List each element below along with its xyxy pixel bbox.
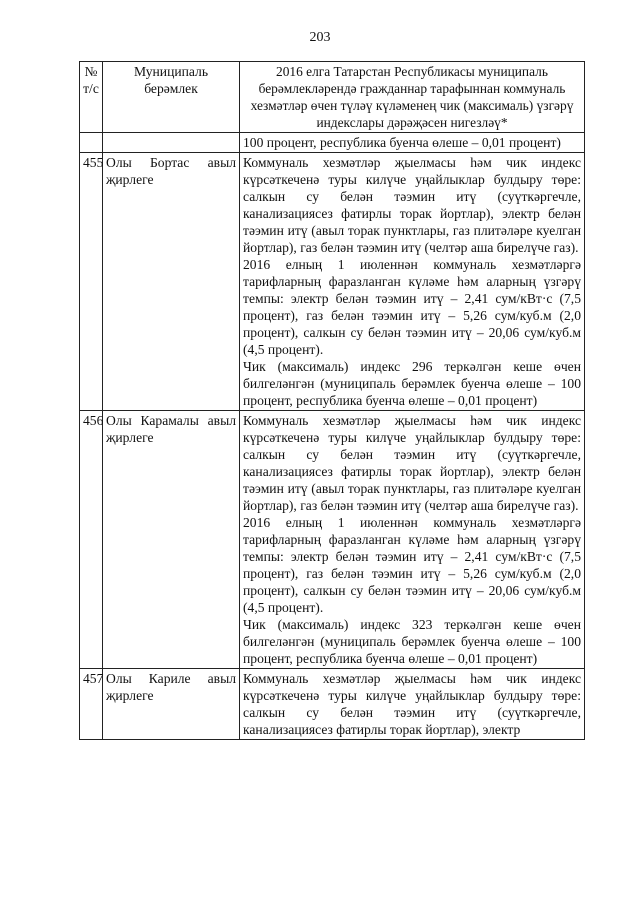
- row-description: [240, 669, 585, 740]
- row-number: 455: [80, 153, 103, 411]
- continuation-num-cell: [80, 133, 103, 153]
- description-paragraph: 2016 елның 1 июленнән коммуналь хезмәтләргә тарифларның фаразланган күләме һәм аларның үзгәрү темпы: электр белән тәэмин итү – 2,41 сум/кВт·с (7,5 процент), газ белән тәэмин итү – 5,26 сум/куб.м (2,0 процент), салкын су белән тәэмин итү – 20,06 сум/куб.м (4,5 процент).: [243, 257, 581, 357]
- header-number: № т/с: [80, 62, 103, 133]
- row-number: 457: [80, 669, 103, 740]
- header-municipality: Муниципаль берәмлек: [103, 62, 240, 133]
- row-municipality: Олы Кариле авыл җирлеге: [103, 669, 240, 740]
- description-paragraph: Коммуналь хезмәтләр җыелмасы һәм чик индекс күрсәткеченә туры килүче уңайлыклар булдыру төре: салкын су белән тәэмин итү (суүткәргечле, канализациясез фатирлы торак йортлар), электр: [243, 671, 581, 737]
- description-paragraph: 2016 елның 1 июленнән коммуналь хезмәтләргә тарифларның фаразланган күләме һәм аларның үзгәрү темпы: электр белән тәэмин итү – 2,41 сум/кВт·с (7,5 процент), газ белән тәэмин итү – 5,26 сум/куб.м (2,0 процент), салкын су белән тәэмин итү – 20,06 сум/куб.м (4,5 процент).: [243, 515, 581, 615]
- description-paragraph: Коммуналь хезмәтләр җыелмасы һәм чик индекс күрсәткеченә туры килүче уңайлыклар булдыру төре: салкын су белән тәэмин итү (суүткәргечле, канализациясез фатирлы торак йортлар), электр белән тәэмин итү (авыл торак пунктлары, газ плитәләре куелган йортлар), газ белән тәэмин итү (челтәр аша бирелүче газ).: [243, 413, 581, 513]
- continuation-text: 100 процент, республика буенча өлеше – 0,01 процент): [240, 133, 585, 153]
- row-description: [240, 411, 585, 669]
- description-paragraph: Коммуналь хезмәтләр җыелмасы һәм чик индекс күрсәткеченә туры килүче уңайлыклар булдыру төре: салкын су белән тәэмин итү (суүткәргечле, канализациясез фатирлы торак йортлар), электр белән тәэмин итү (авыл торак пунктлары, газ плитәләре куелган йортлар), газ белән тәэмин итү (челтәр аша бирелүче газ).: [243, 155, 581, 255]
- row-description: [240, 153, 585, 411]
- table-row: [80, 153, 585, 411]
- table-row: [80, 669, 585, 740]
- description-paragraph: Чик (максималь) индекс 323 теркәлгән кеше өчен билгеләнгән (муниципаль берәмлек буенча өлеше – 100 процент, республика буенча өлеше – 0,01 процент): [243, 617, 581, 666]
- row-municipality: Олы Карамалы авыл җирлеге: [103, 411, 240, 669]
- row-number: 456: [80, 411, 103, 669]
- continuation-municipality-cell: [103, 133, 240, 153]
- row-municipality: Олы Бортас авыл җирлеге: [103, 153, 240, 411]
- tariff-table: [79, 61, 585, 740]
- page-number: 203: [309, 30, 331, 45]
- table-header-row: [80, 62, 585, 133]
- table-row: [80, 411, 585, 669]
- continuation-row: [80, 133, 585, 153]
- description-paragraph: Чик (максималь) индекс 296 теркәлгән кеше өчен билгеләнгән (муниципаль берәмлек буенча өлеше – 100 процент, республика буенча өлеше – 0,01 процент): [243, 359, 581, 408]
- header-description: 2016 елга Татарстан Республикасы муниципаль берәмлекләрендә гражданнар тарафыннан коммуналь хезмәтләр өчен түләү күләменең чик (максималь) үзгәрү индекслары дәрәҗәсен нигезләү*: [240, 62, 585, 133]
